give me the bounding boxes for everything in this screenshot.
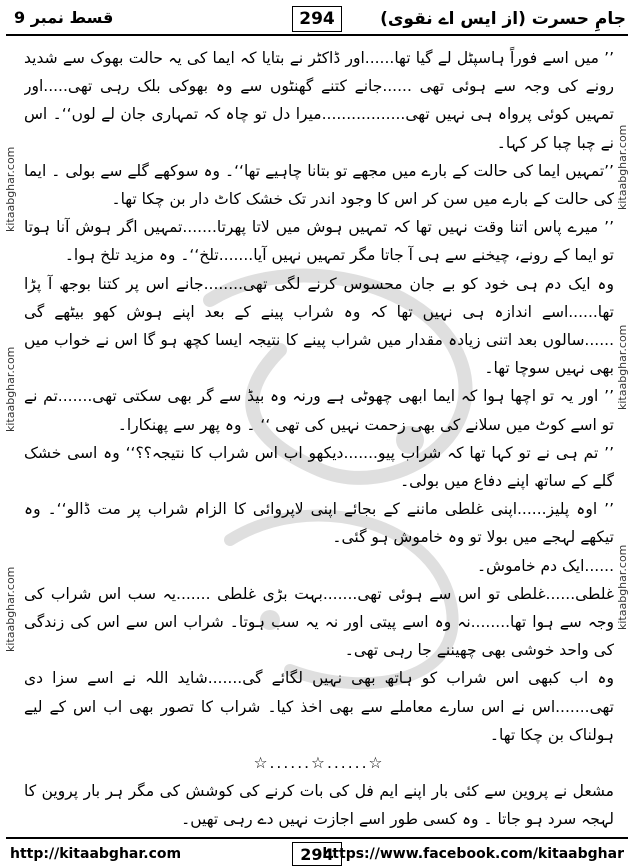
side-watermark-left-2: kitaabghar.com: [4, 346, 17, 432]
side-watermark-left-1: kitaabghar.com: [4, 146, 17, 232]
paragraph: ’’ میں اسے فوراً ہاسپٹل لے گیا تھا......اور ڈاکٹر نے بتایا کہ ایما کی یہ حالت بھوک سے شدید رونے کی وجہ سے ہوئی تھی ......جانے کتنے گھنٹوں سے وہ بھوکی بلک رہی تھی.....اور تمہیں کوئی پرواہ ہی نہیں تھی.................میرا دل تو چاہ کہ تمہاری جان لے لوں‘‘۔ اس نے چبا چبا کر کہا۔: [24, 49, 614, 152]
episode-number: قسط نمبر 9: [14, 8, 114, 27]
paragraph: وہ اب کبھی اس شراب کو ہاتھ بھی نہیں لگائے گی.......شاید اللہ نے اسے سزا دی تھی.......اس نے اس سارے معاملے سے بھی اخذ کیا۔ شراب کا تصور بھی اب اس کے لیے ہولناک بن چکا تھا۔: [24, 669, 614, 744]
paragraph: ’’تمہیں ایما کی حالت کے بارے میں مجھے تو بتانا چاہیے تھا‘‘۔ وہ سوکھے گلے سے بولی ۔ ایما کی حالت کے بارے میں سن کر اس کا وجود اندر تک خشک کاٹ دار بن چکا تھا۔: [24, 161, 614, 209]
page-header: [0, 0, 634, 36]
side-watermark-left-3: kitaabghar.com: [4, 566, 17, 652]
page-number-bottom: 294: [292, 842, 342, 866]
footer-divider: [6, 837, 628, 839]
paragraph: وہ ایک دم ہی خود کو بے جان محسوس کرنے لگی تھی........جانے اس پر کتنا بوجھ آ پڑا تھا......اسے اندازہ ہی نہیں تھا کہ وہ شراب پینے کے بعد اپنے ہوش کھو بیٹھے گی ......سالوں بعد اتنی زیادہ مقدار میں شراب پینے کا نتیجہ ایسا کچھ ہو گا اس نے خواب میں بھی نہیں سوچا تھا۔: [24, 274, 614, 378]
paragraph: ’’ میرے پاس اتنا وقت نہیں تھا کہ تمہیں ہوش میں لاتا پھرتا.......تمہیں اگر ہوش آنا ہوتا تو ایما کے رونے، چیخنے سے ہی آ جاتا مگر تمہیں نہیں آیا.......تلخ‘‘۔ وہ مزید تلخ ہوا۔: [24, 218, 614, 265]
page-footer: [0, 840, 634, 868]
paragraph: ’’ اوہ پلیز......اپنی غلطی ماننے کے بجائے اپنی لاپروائی کا الزام شراب پر مت ڈالو‘‘۔ وہ تیکھے لہجے میں بولا تو وہ خاموش ہو گئی۔: [24, 500, 614, 547]
paragraph: ......ایک دم خاموش۔: [476, 556, 614, 575]
paragraph: مشعل نے پروین سے کئی بار اپنے ایم فل کی بات کرنے کی کوشش کی مگر ہر بار پروین کا لہجہ سرد ہو جاتا ۔ وہ کسی طور اسے اجازت نہیں دے رہی تھیں۔: [24, 782, 614, 829]
side-watermark-right-2: kitaabghar.com: [616, 324, 629, 410]
header-divider: [6, 34, 628, 36]
paragraph: غلطی......غلطی تو اس سے ہوئی تھی.......بہت بڑی غلطی .......یہ سب اس شراب کی وجہ سے ہوا تھا........نہ وہ اسے پیتی اور نہ یہ سب ہوتا۔ شراب اس سے اس کی زندگی کی واحد خوشی بھی چھیننے جا رہی تھی۔: [24, 584, 614, 660]
side-watermark-right-1: kitaabghar.com: [616, 124, 629, 210]
paragraph: ’’ تم ہی نے تو کہا تھا کہ شراب پیو.......دیکھو اب اس شراب کا نتیجہ؟؟‘‘ وہ اسی خشک گلے کے ساتھ اپنے دفاع میں بولی۔: [24, 443, 614, 491]
page-number-top: 294: [292, 6, 342, 32]
paragraph: ’’ اور یہ تو اچھا ہوا کہ ایما ابھی چھوٹی ہے ورنہ وہ بیڈ سے گر بھی سکتی تھی.......تم نے تو اسے کوٹ میں سلانے کی بھی زحمت نہیں کی تھی ‘‘ ۔ وہ پھر سے پھنکارا۔: [24, 387, 614, 434]
story-title: جامِ حسرت (از ایس اے نقوی): [380, 9, 626, 29]
site-link[interactable]: http://kitaabghar.com: [10, 846, 182, 862]
chapter-text: [24, 44, 614, 830]
section-break-stars: ☆......☆......☆: [253, 754, 385, 773]
facebook-link[interactable]: https://www.facebook.com/kitaabghar: [322, 846, 624, 862]
side-watermark-right-3: kitaabghar.com: [616, 544, 629, 630]
